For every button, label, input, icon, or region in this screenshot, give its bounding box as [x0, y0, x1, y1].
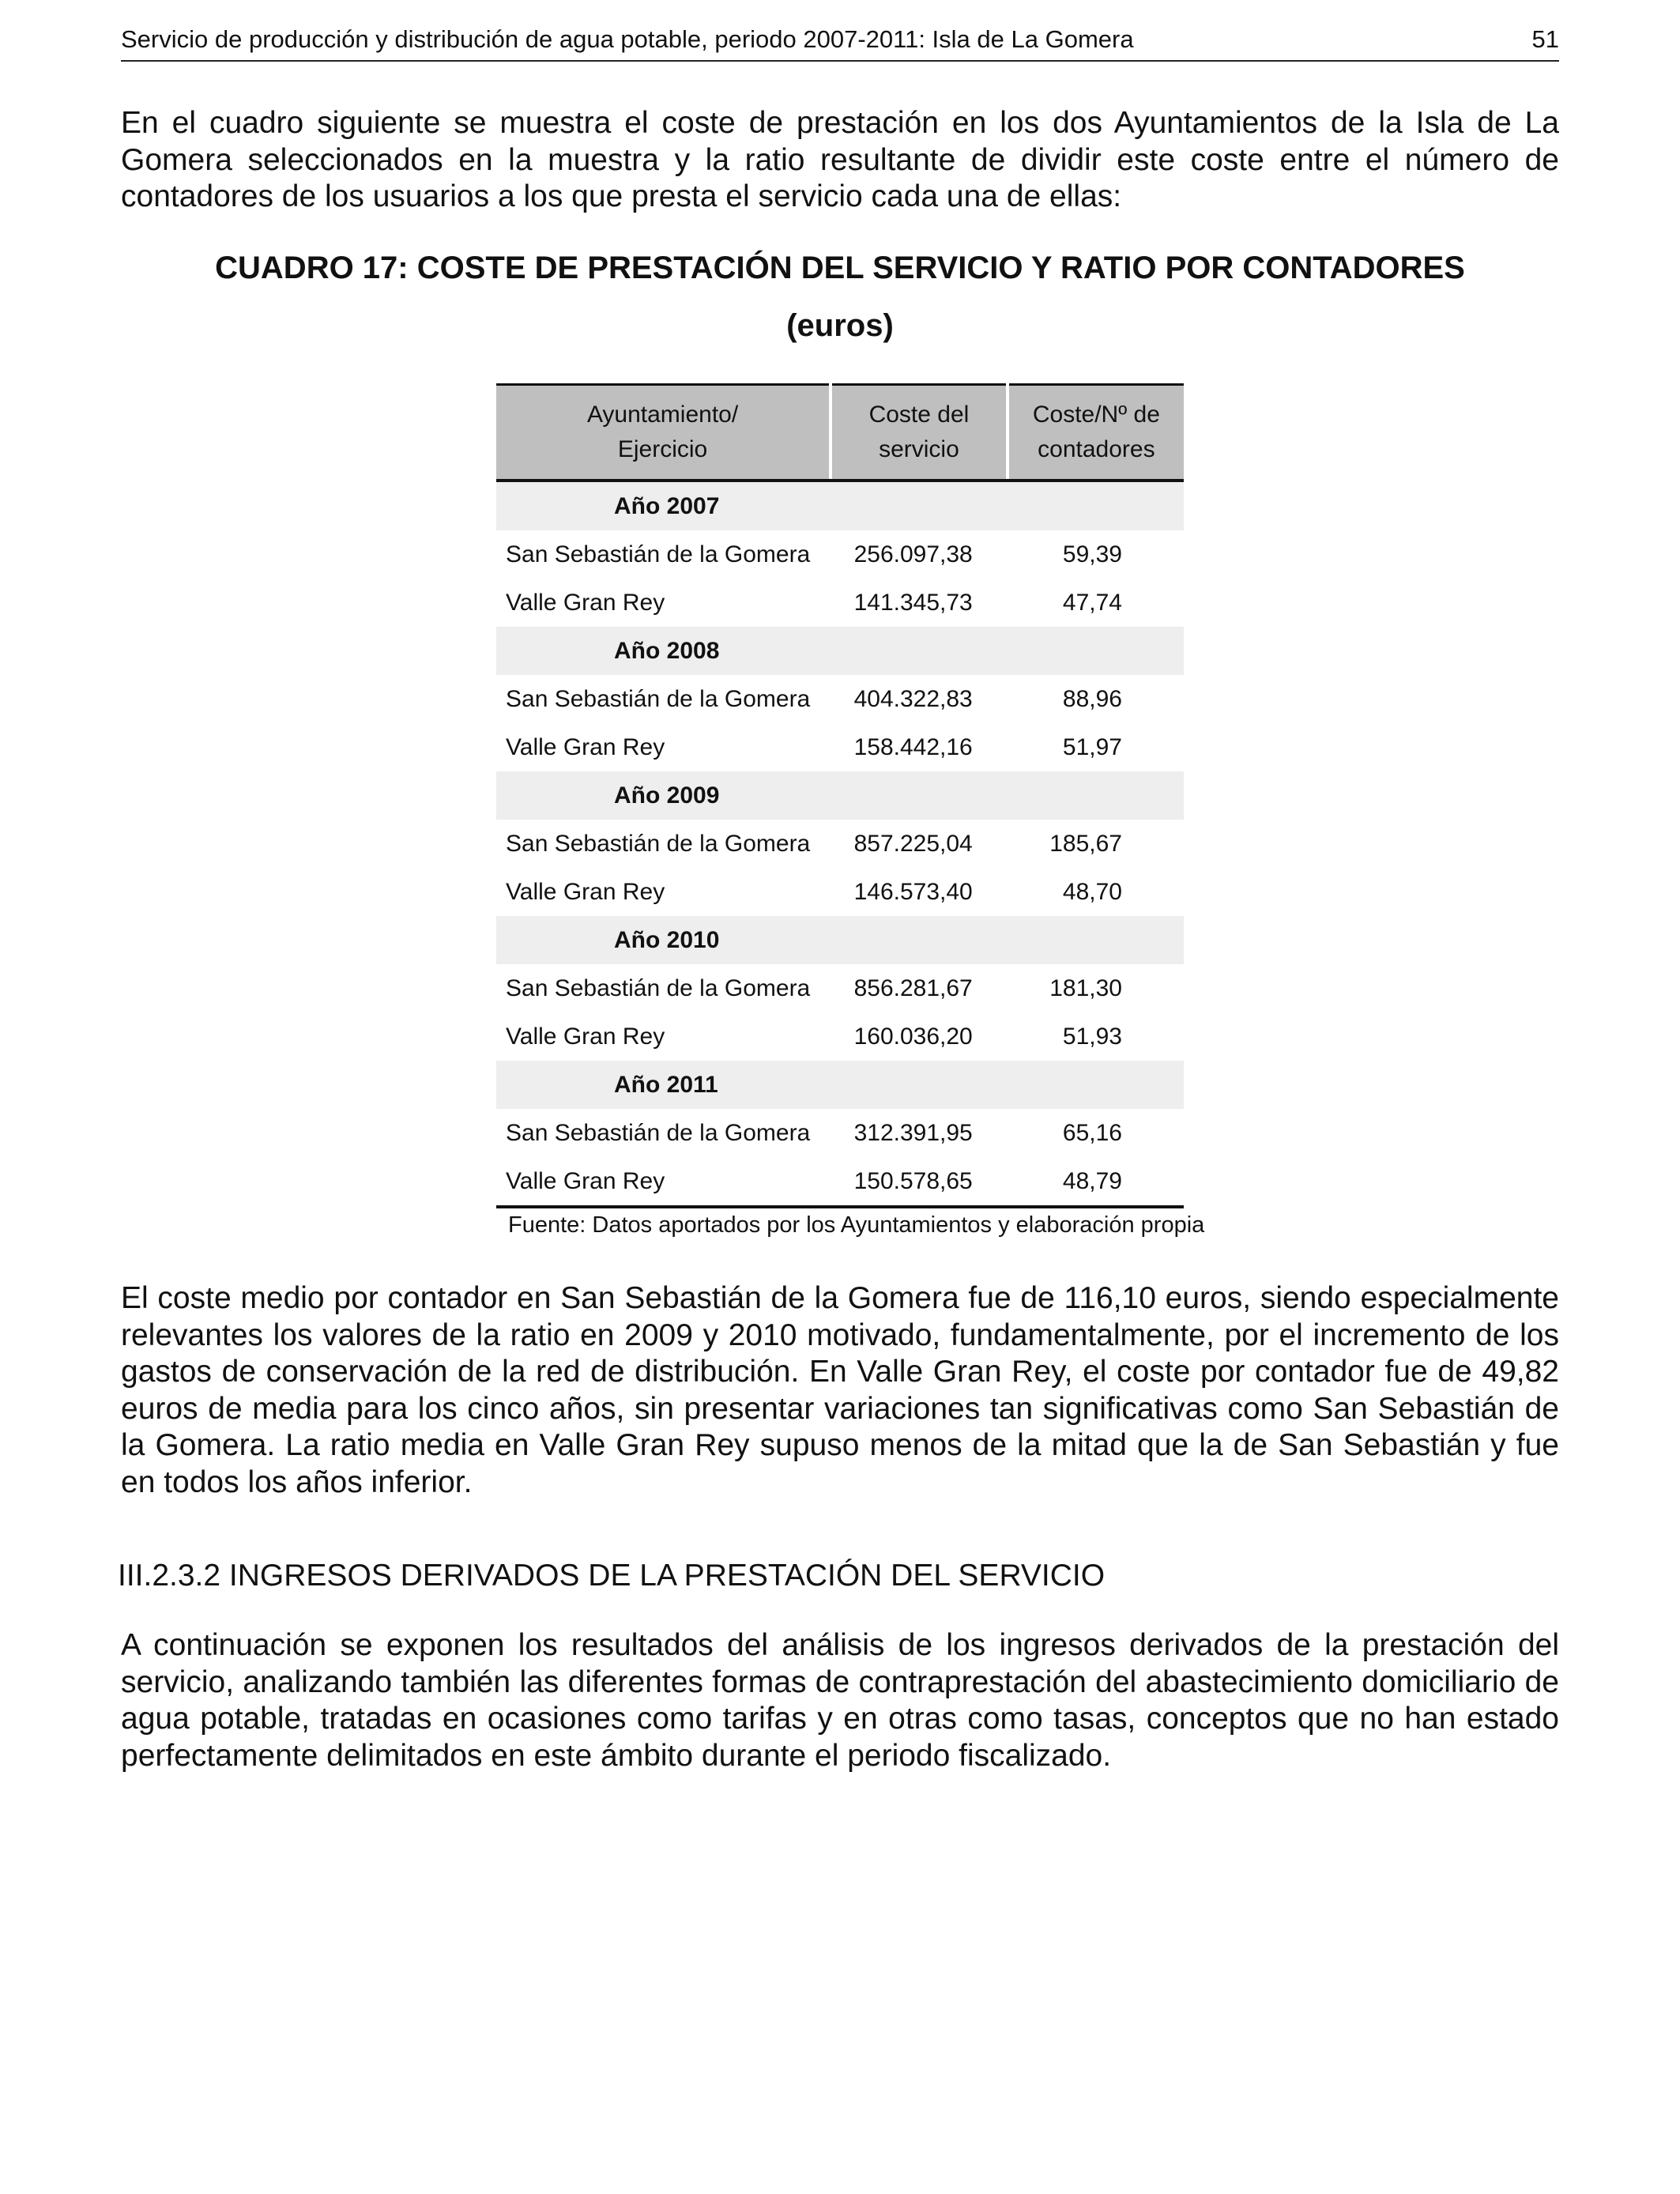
page-number: 51: [1531, 25, 1559, 53]
year-empty-cell: [1008, 1061, 1184, 1109]
cost-cell: 150.578,65: [831, 1157, 1008, 1207]
section-heading: III.2.3.2 INGRESOS DERIVADOS DE LA PRESTACIÓN DEL SERVICIO: [118, 1559, 1106, 1593]
year-empty-cell: [831, 481, 1008, 530]
table-title: CUADRO 17: COSTE DE PRESTACIÓN DEL SERVICIO Y RATIO POR CONTADORES: [215, 251, 1465, 285]
ratio-cell: 181,30: [1049, 974, 1122, 1001]
cost-cell: 158.442,16: [853, 733, 973, 760]
table-row: [496, 1109, 1184, 1157]
year-empty-cell: [831, 771, 1008, 820]
year-label: Año 2007: [496, 481, 831, 530]
table-row: [496, 675, 1184, 723]
table-row: [496, 868, 1184, 916]
cost-cell: 141.345,73: [853, 589, 973, 616]
year-row: [496, 916, 1184, 964]
cost-cell: 256.097,38: [853, 541, 973, 567]
municipality-cell: Valle Gran Rey: [506, 733, 665, 760]
year-label: Año 2009: [496, 771, 831, 820]
cost-cell: 857.225,04: [853, 830, 973, 857]
cost-cell: 312.391,95: [853, 1119, 973, 1146]
year-empty-cell: [831, 627, 1008, 675]
col-header-coste: Coste del servicio: [831, 385, 1008, 481]
page-header: [121, 22, 1559, 62]
table-row: [496, 1012, 1184, 1061]
year-empty-cell: [1008, 916, 1184, 964]
municipality-cell: Valle Gran Rey: [506, 1023, 665, 1050]
analysis-paragraph: El coste medio por contador en San Sebastián de la Gomera fue de 116,10 euros, siendo especialmente relevantes los valores de la ratio en 2009 y 2010 motivado, fundamentalmente, por el incremento de los gastos de conservación de la red de distribución. En Valle Gran Rey, el coste por contador fue de 49,82 euros de media para los cinco años, sin presentar variaciones tan significativas como San Sebastián de la Gomera. La ratio media en Valle Gran Rey supuso menos de la mitad que la de San Sebastián y fue en todos los años inferior.: [121, 1281, 1559, 1499]
cost-cell: 160.036,20: [853, 1023, 973, 1050]
ratio-cell: 51,93: [1062, 1023, 1122, 1050]
year-empty-cell: [831, 916, 1008, 964]
year-row: [496, 1061, 1184, 1109]
year-empty-cell: [831, 1061, 1008, 1109]
ratio-cell: 47,74: [1062, 589, 1122, 616]
table-row: [496, 723, 1184, 771]
ratio-cell: 88,96: [1062, 685, 1122, 712]
table-body: [496, 481, 1184, 1207]
cost-cell: 856.281,67: [853, 974, 973, 1001]
year-row: [496, 481, 1184, 530]
col-header-ratio: Coste/Nº de contadores: [1008, 385, 1184, 481]
intro-paragraph: En el cuadro siguiente se muestra el coste de prestación en los dos Ayuntamientos de la Isla de La Gomera seleccionados en la muestra y la ratio resultante de dividir este coste entre el número de contadores de los usuarios a los que presta el servicio cada una de ellas:: [121, 106, 1559, 213]
cost-cell: 146.573,40: [853, 878, 973, 905]
municipality-cell: Valle Gran Rey: [506, 589, 665, 616]
table-row: [496, 579, 1184, 627]
municipality-cell: San Sebastián de la Gomera: [506, 541, 811, 567]
cost-cell: 404.322,83: [853, 685, 973, 712]
municipality-cell: San Sebastián de la Gomera: [506, 830, 811, 857]
year-row: [496, 627, 1184, 675]
year-row: [496, 771, 1184, 820]
table-units: (euros): [786, 308, 894, 343]
ratio-cell: 48,70: [1062, 878, 1122, 905]
running-title: Servicio de producción y distribución de agua potable, periodo 2007-2011: Isla de La Gomera: [121, 25, 1134, 53]
municipality-cell: Valle Gran Rey: [496, 1157, 831, 1207]
ratio-cell: 59,39: [1062, 541, 1122, 567]
table-header-row: [496, 385, 1184, 481]
year-empty-cell: [1008, 481, 1184, 530]
year-empty-cell: [1008, 771, 1184, 820]
municipality-cell: San Sebastián de la Gomera: [506, 974, 811, 1001]
municipality-cell: San Sebastián de la Gomera: [506, 1119, 811, 1146]
section-paragraph: A continuación se exponen los resultados del análisis de los ingresos derivados de la prestación del servicio, analizando también las diferentes formas de contraprestación del abastecimiento domiciliario de agua potable, tratadas en ocasiones como tarifas y en otras como tasas, conceptos que no han estado perfectamente delimitados en este ámbito durante el periodo fiscalizado.: [121, 1628, 1559, 1773]
municipality-cell: San Sebastián de la Gomera: [506, 685, 811, 712]
year-label: Año 2010: [496, 916, 831, 964]
municipality-cell: Valle Gran Rey: [506, 878, 665, 905]
table-source: Fuente: Datos aportados por los Ayuntamientos y elaboración propia: [508, 1212, 1205, 1238]
ratio-cell: 48,79: [1008, 1157, 1184, 1207]
cost-table: [496, 383, 1184, 1208]
ratio-cell: 65,16: [1062, 1119, 1122, 1146]
year-label: Año 2011: [496, 1061, 831, 1109]
ratio-cell: 185,67: [1049, 830, 1122, 857]
year-label: Año 2008: [496, 627, 831, 675]
table-row: [496, 820, 1184, 868]
year-empty-cell: [1008, 627, 1184, 675]
table-row: [496, 964, 1184, 1012]
col-header-ayuntamiento: Ayuntamiento/ Ejercicio: [496, 385, 831, 481]
table-row: [496, 1157, 1184, 1207]
ratio-cell: 51,97: [1062, 733, 1122, 760]
table-row: [496, 530, 1184, 579]
